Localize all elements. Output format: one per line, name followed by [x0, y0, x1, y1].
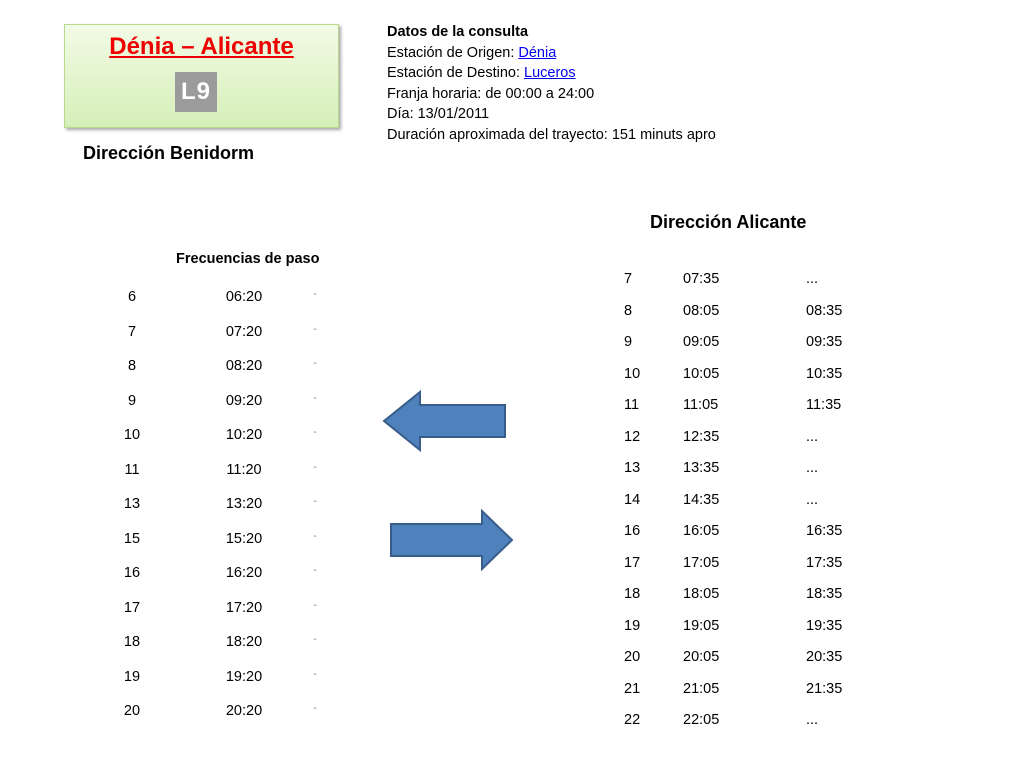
time-cell: 09:05 [683, 334, 720, 350]
frequency-column-header: Frecuencias de paso [176, 251, 320, 267]
time-cell: 11:05 [683, 397, 719, 413]
hour-cell: 9 [624, 334, 633, 350]
line-badge: L9 [175, 72, 217, 112]
time-cell: 20:35 [806, 649, 843, 665]
hour-cell: 6 [127, 289, 137, 305]
hour-cell: 21 [624, 680, 641, 697]
time-cell: 17:35 [806, 554, 843, 571]
hour-cell: 7 [127, 323, 137, 340]
extra-cell: - [313, 703, 317, 714]
table-row [0, 296, 1024, 328]
time-cell: 08:20 [225, 358, 263, 374]
hour-cell: 7 [624, 271, 633, 287]
hour-cell: 10 [123, 427, 141, 443]
time-cell: 22:05 [683, 712, 720, 728]
time-cell: ... [806, 712, 819, 728]
extra-cell: - [313, 323, 317, 335]
origin-label: Estación de Origen: [387, 44, 519, 61]
time-cell: 08:35 [806, 302, 843, 319]
time-cell: 10:05 [683, 365, 720, 382]
time-cell: ... [806, 428, 819, 445]
time-cell: 10:35 [806, 365, 843, 382]
hour-cell: 20 [123, 703, 141, 719]
extra-cell: - [313, 599, 317, 611]
table-row [0, 705, 1024, 737]
direction-alicante-heading: Dirección Alicante [650, 212, 807, 232]
time-cell: 09:35 [806, 334, 843, 350]
hour-cell: 14 [624, 491, 641, 508]
hour-cell: 18 [624, 586, 641, 602]
table-row [0, 453, 1024, 485]
time-cell: ... [806, 271, 819, 287]
time-cell: 19:20 [225, 668, 263, 685]
time-cell: 17:20 [225, 599, 263, 616]
time-cell: 16:35 [806, 523, 843, 539]
trip-duration: Duración aproximada del trayecto: 151 minuts apro [387, 126, 716, 143]
extra-cell: - [313, 392, 317, 404]
destination-link[interactable]: Luceros [524, 65, 576, 81]
time-cell: 10:20 [225, 427, 263, 443]
time-cell: 20:05 [683, 649, 720, 665]
query-day: Día: 13/01/2011 [387, 106, 490, 122]
table-row [0, 611, 1024, 643]
time-cell: 19:05 [683, 617, 720, 634]
time-cell: 19:35 [806, 617, 843, 634]
time-cell: 08:05 [683, 302, 720, 319]
hour-cell: 9 [127, 392, 137, 409]
time-cell: ... [806, 491, 819, 508]
extra-cell: - [313, 530, 317, 542]
table-row [0, 264, 1024, 296]
table-row [0, 674, 1024, 706]
table-row [0, 327, 1024, 359]
time-cell: 11:20 [226, 461, 262, 478]
time-cell: 09:20 [225, 392, 263, 409]
hour-cell: 22 [624, 712, 641, 728]
time-cell: 16:20 [225, 565, 263, 581]
table-row [0, 422, 1024, 454]
extra-cell: - [313, 634, 317, 645]
hour-cell: 13 [624, 460, 641, 476]
time-cell: 16:05 [683, 523, 720, 539]
hour-cell: 11 [124, 461, 140, 478]
time-cell: 18:05 [683, 586, 720, 602]
hour-cell: 12 [624, 428, 641, 445]
origin-row [387, 43, 716, 64]
time-cell: 06:20 [225, 289, 263, 305]
hour-cell: 17 [624, 554, 641, 571]
hour-cell: 20 [624, 649, 641, 665]
alicante-schedule-table [0, 264, 1024, 737]
extra-cell: - [313, 358, 317, 369]
destination-label: Estación de Destino: [387, 65, 525, 81]
time-cell: 20:20 [225, 703, 263, 719]
time-cell: 18:35 [806, 586, 843, 602]
extra-cell: - [313, 668, 317, 680]
right-arrow-icon[interactable] [388, 508, 516, 572]
time-cell: 07:35 [683, 271, 720, 287]
direction-benidorm-heading: Dirección Benidorm [83, 143, 255, 163]
time-cell: 11:35 [806, 397, 842, 413]
route-title: Dénia – Alicante [109, 33, 294, 60]
destination-row [387, 63, 716, 84]
time-cell: 15:20 [225, 530, 263, 547]
time-cell: 18:20 [225, 634, 263, 650]
route-title-box [64, 24, 339, 128]
time-cell: 14:35 [683, 491, 720, 508]
hour-cell: 10 [624, 365, 641, 382]
hour-cell: 8 [127, 358, 137, 374]
table-row [0, 359, 1024, 391]
time-cell: ... [806, 460, 819, 476]
table-row [0, 642, 1024, 674]
origin-link[interactable]: Dénia [518, 44, 557, 61]
time-cell: 07:20 [225, 323, 263, 340]
time-cell: 13:35 [683, 460, 720, 476]
hour-cell: 15 [123, 530, 141, 547]
hour-cell: 13 [123, 496, 141, 512]
hour-cell: 18 [123, 634, 141, 650]
time-cell: 17:05 [683, 554, 720, 571]
hour-cell: 17 [123, 599, 141, 616]
table-row [0, 390, 1024, 422]
extra-cell: - [313, 427, 317, 438]
query-heading: Datos de la consulta [387, 24, 529, 40]
time-cell: 12:35 [683, 428, 720, 445]
hour-cell: 11 [624, 397, 640, 413]
query-details [387, 22, 716, 145]
left-arrow-icon[interactable] [380, 389, 508, 453]
time-cell: 13:20 [225, 496, 263, 512]
extra-cell: - [313, 496, 317, 507]
hour-cell: 19 [123, 668, 141, 685]
table-row [0, 579, 1024, 611]
extra-cell: - [313, 565, 317, 576]
time-cell: 21:05 [683, 680, 720, 697]
hour-cell: 8 [624, 302, 633, 319]
time-range: Franja horaria: de 00:00 a 24:00 [387, 85, 595, 102]
extra-cell: - [313, 461, 317, 473]
hour-cell: 16 [624, 523, 641, 539]
hour-cell: 19 [624, 617, 641, 634]
extra-cell: - [313, 289, 317, 300]
time-cell: 21:35 [806, 680, 843, 697]
hour-cell: 16 [123, 565, 141, 581]
